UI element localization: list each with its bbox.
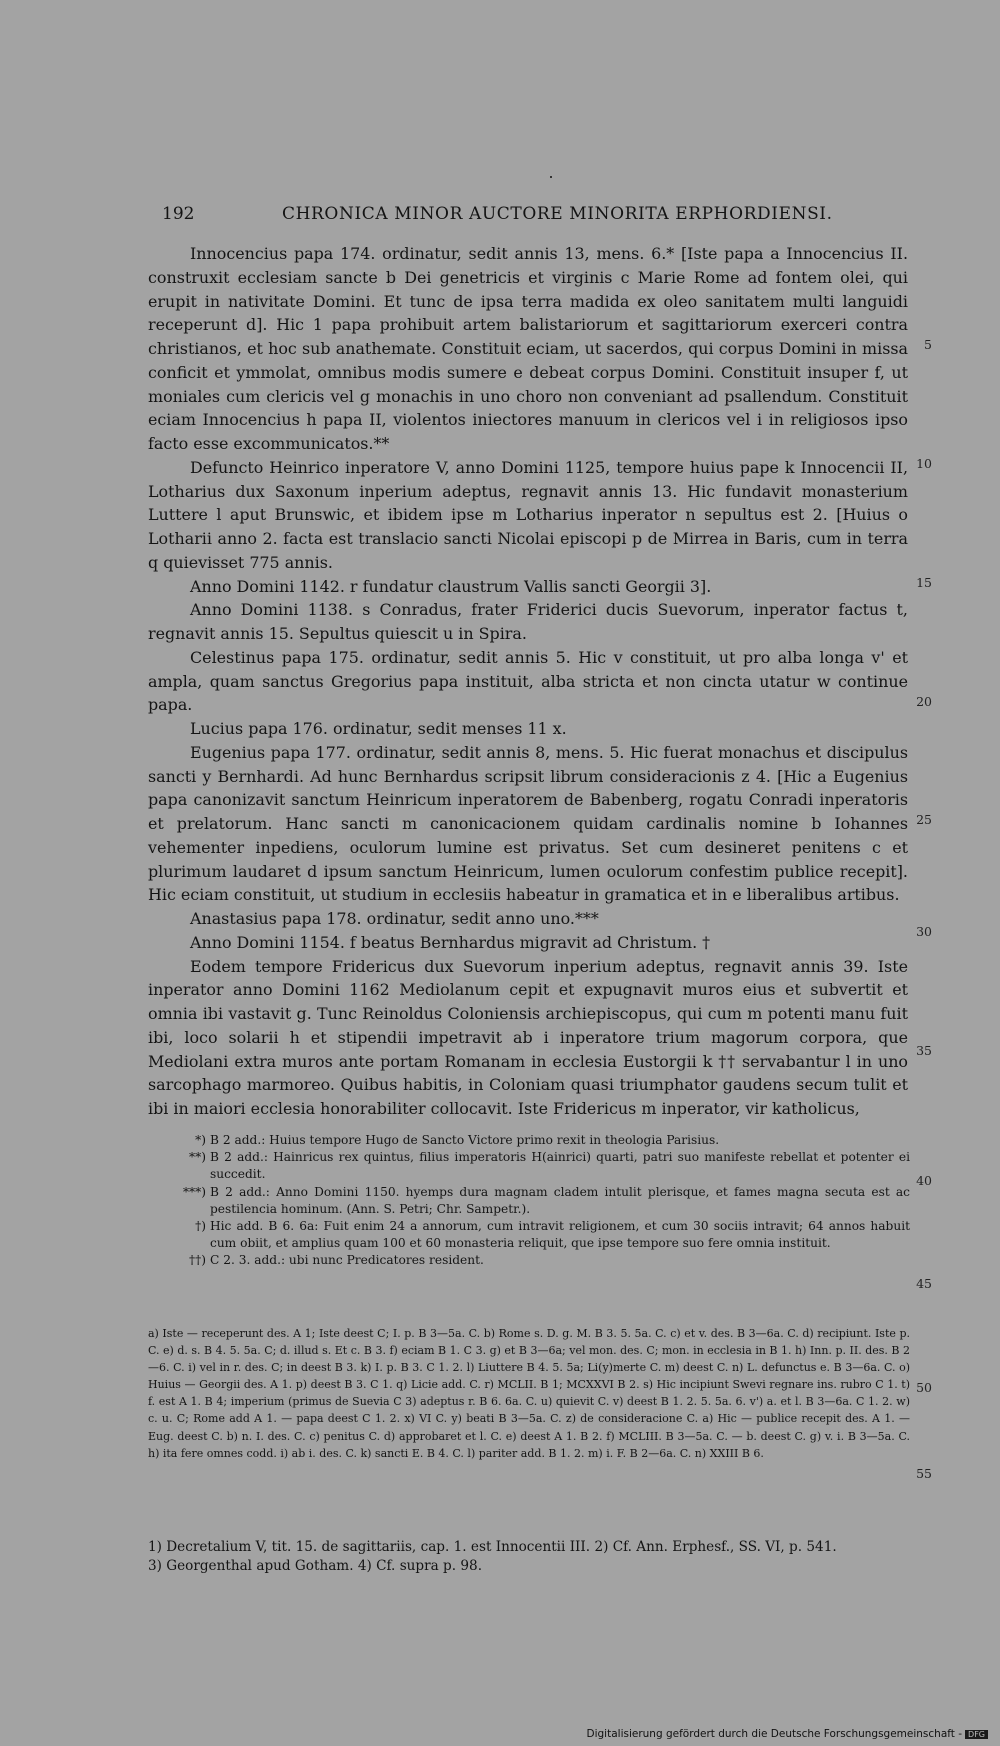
note-text: C 2. 3. add.: ubi nunc Predicatores resident. bbox=[210, 1253, 484, 1268]
line-number: 30 bbox=[916, 924, 932, 939]
note-marker: ***) bbox=[182, 1184, 206, 1199]
numbered-notes bbox=[148, 1538, 910, 1576]
note-text: B 2 add.: Hainricus rex quintus, filius imperatoris H(ainrici) quarti, patri suo manifeste rebellat et potenter ei succedit. bbox=[210, 1150, 910, 1182]
paragraph: Anastasius papa 178. ordinatur, sedit anno uno.*** bbox=[190, 909, 599, 928]
footer-text: Digitalisierung gefördert durch die Deutsche Forschungsgemeinschaft - bbox=[586, 1728, 963, 1740]
note-text: Hic add. B 6. 6a: Fuit enim 24 a annorum, cum intravit religionem, et cum 30 sociis intravit; 64 annos habuit cum obiit, et amplius quam 100 et 60 monasteria reliquit, que ipse tempore suo fere omnia instituit. bbox=[210, 1219, 910, 1251]
asterisk-note bbox=[170, 1184, 910, 1218]
note-marker: †) bbox=[195, 1219, 206, 1234]
paragraph: Defuncto Heinrico inperatore V, anno Domini 1125, tempore huius pape k Innocencii II, Lotharius dux Saxonum inperium adeptus, regnavit annis 13. Hic fundavit monasterium Luttere l aput Brunswic, et ibidem ipse m Lotharius inperator n sepultus est 2. [Huius o Lotharii anno 2. facta est translacio sancti Nicolai episcopi p de Mirrea in Baris, cum in terra q quievisset 775 annis. bbox=[148, 457, 908, 572]
paragraph: Anno Domini 1138. s Conradus, frater Friderici ducis Suevorum, inperator factus t, regnavit annis 15. Sepultus quiescit u in Spira. bbox=[148, 600, 908, 643]
line-number: 5 bbox=[924, 337, 932, 352]
note-marker: ††) bbox=[189, 1253, 206, 1268]
dfg-logo: DFG bbox=[965, 1730, 988, 1739]
line-number: 55 bbox=[916, 1466, 932, 1481]
line-number: 20 bbox=[916, 694, 932, 709]
paragraph: Celestinus papa 175. ordinatur, sedit annis 5. Hic v constituit, ut pro alba longa v' et ampla, quam sanctus Gregorius papa instituit, alba stricta et non cincta utatur w continue papa. bbox=[148, 647, 908, 715]
line-number: 35 bbox=[916, 1043, 932, 1058]
footer-credit bbox=[587, 1728, 988, 1740]
asterisk-note bbox=[170, 1149, 910, 1183]
critical-apparatus: a) Iste — receperunt des. A 1; Iste deest C; I. p. B 3—5a. C. b) Rome s. D. g. M. B 3. 5. 5a. C. c) et v. des. B 3—6a. C. d) recipiunt. Iste p. C. e) d. s. B 4. 5. 5a. C; d. illud s. Et c. B 3. f) eciam B 1. C 3. g) et B 3—6a; vel mon. des. C; mon. in ecclesia in B 1. h) Inn. p. II. des. B 2—6. C. i) vel in r. des. C; in deest B 3. k) I. p. B 3. C 1. 2. l) Liuttere B 4. 5. 5a; Li(y)merte C. m) deest C. n) L. defunctus e. B 3—6a. C. o) Huius — Georgii des. A 1. p) deest B 3. C 1. q) Licie add. C. r) MCLII. B 1; MCXXVI B 2. s) Hic incipiunt Swevi regnare ins. rubro C 1. t) f. est A 1. B 4; imperium (primus de Suevia C 3) adeptus r. B 6. 6a. C. u) quievit C. v) deest B 1. 2. 5. 5a. 6. v') a. et l. B 3—6a. C 1. 2. w) c. u. C; Rome add A 1. — papa deest C 1. 2. x) VI C. y) beati B 3—5a. C. z) de consideracione C. a) Hic — publice recepit des. A 1. — Eug. deest C. b) n. I. des. C. c) penitus C. d) approbaret et l. C. e) deest A 1. B 2. f) MCLIII. B 3—5a. C. — b. deest C. g) v. i. B 3—5a. C. h) ita fere omnes codd. i) ab i. des. C. k) sancti E. B 4. C. l) pariter add. B 1. 2. m) i. F. B 2—6a. C. n) XXIII B 6. bbox=[148, 1327, 910, 1460]
note-text: B 2 add.: Huius tempore Hugo de Sancto Victore primo rexit in theologia Parisius. bbox=[210, 1133, 720, 1147]
numbered-note-line: 1) Decretalium V, tit. 15. de sagittariis, cap. 1. est Innocentii III. 2) Cf. Ann. Erphesf., SS. VI, p. 541. bbox=[148, 1539, 837, 1555]
asterisk-note bbox=[170, 1132, 910, 1149]
line-number: 50 bbox=[916, 1380, 932, 1395]
line-number: 45 bbox=[916, 1276, 932, 1291]
numbered-note-line: 3) Georgenthal apud Gotham. 4) Cf. supra p. 98. bbox=[148, 1558, 483, 1574]
paragraph: Anno Domini 1142. r fundatur claustrum Vallis sancti Georgii 3]. bbox=[190, 576, 712, 596]
asterisk-note bbox=[170, 1252, 910, 1269]
page-header bbox=[162, 204, 922, 228]
line-number: 10 bbox=[916, 456, 932, 471]
ink-dot bbox=[550, 176, 552, 178]
paragraph: Eodem tempore Fridericus dux Suevorum inperium adeptus, regnavit annis 39. Iste inperator anno Domini 1162 Mediolanum cepit et expugnavit muros eius et subvertit et omnia ibi vastavit g. Tunc Reinoldus Coloniensis archiepiscopus, qui cum m potenti manu fuit ibi, loco solarii h et stipendii impetravit ab i inperatore trium magorum corpora, que Mediolani extra muros ante portam Romanam in ecclesia Eustorgii k †† servabantur l in uno sarcophago marmoreo. Quibus habitis, in Coloniam quasi triumphator gaudens secum tulit et ibi in maiori ecclesia honorabiliter collocavit. Iste Fridericus m inperator, vir katholicus, bbox=[148, 956, 908, 1118]
paragraph: Anno Domini 1154. f beatus Bernhardus migravit ad Christum. † bbox=[190, 932, 711, 952]
running-title: CHRONICA MINOR AUCTORE MINORITA ERPHORDIENSI. bbox=[282, 204, 833, 224]
paragraph: Lucius papa 176. ordinatur, sedit menses 11 x. bbox=[190, 719, 567, 738]
paragraph: Innocencius papa 174. ordinatur, sedit annis 13, mens. 6.* [Iste papa a Innocencius II. construxit ecclesiam sancte b Dei genetricis et virginis c Marie Rome ad fontem olei, qui erupit in nativitate Domini. Et tunc de ipsa terra madida ex oleo sanitatem multi languidi receperunt d]. Hic 1 papa prohibuit artem balistariorum et sagittariorum exerceri contra christianos, et hoc sub anathemate. Constituit eciam, ut sacerdos, qui corpus Domini in missa conficit et ymmolat, omnibus modis sumere e debeat corpus Domini. Constituit insuper f, ut moniales cum clericis vel g monachis in uno choro non conveniant ad psallendum. Constituit eciam Innocencius h papa II, violentos iniectores manuum in clericos vel i in religiosos ipso facto esse excommunicatos.** bbox=[148, 244, 908, 453]
asterisk-notes bbox=[170, 1132, 910, 1270]
line-number: 40 bbox=[916, 1173, 932, 1188]
main-text bbox=[148, 242, 908, 1121]
note-text: B 2 add.: Anno Domini 1150. hyemps dura magnam cladem intulit plerisque, et fames magna secuta est ac pestilencia hominum. (Ann. S. Petri; Chr. Sampetr.). bbox=[210, 1184, 910, 1216]
line-number: 15 bbox=[916, 575, 932, 590]
asterisk-note bbox=[170, 1218, 910, 1252]
paragraph: Eugenius papa 177. ordinatur, sedit annis 8, mens. 5. Hic fuerat monachus et discipulus sancti y Bernhardi. Ad hunc Bernhardus scripsit librum consideracionis z 4. [Hic a Eugenius papa canonizavit sanctum Heinricum inperatorem de Babenberg, rogatu Conradi inperatoris et prelatorum. Hanc sancti m canonicacionem quidam cardinalis nomine b Iohannes vehementer inpediens, oculorum lumine est privatus. Set cum desineret penitens c et plurimum laudaret d ipsum sanctum Heinricum, lumen oculorum confestim publice recepit]. Hic eciam constituit, ut studium in ecclesiis habeatur in gramatica et in e liberalibus artibus. bbox=[148, 742, 908, 905]
note-marker: **) bbox=[189, 1150, 206, 1165]
note-marker: *) bbox=[195, 1133, 206, 1147]
line-number: 25 bbox=[916, 812, 932, 827]
page-number: 192 bbox=[162, 204, 195, 224]
